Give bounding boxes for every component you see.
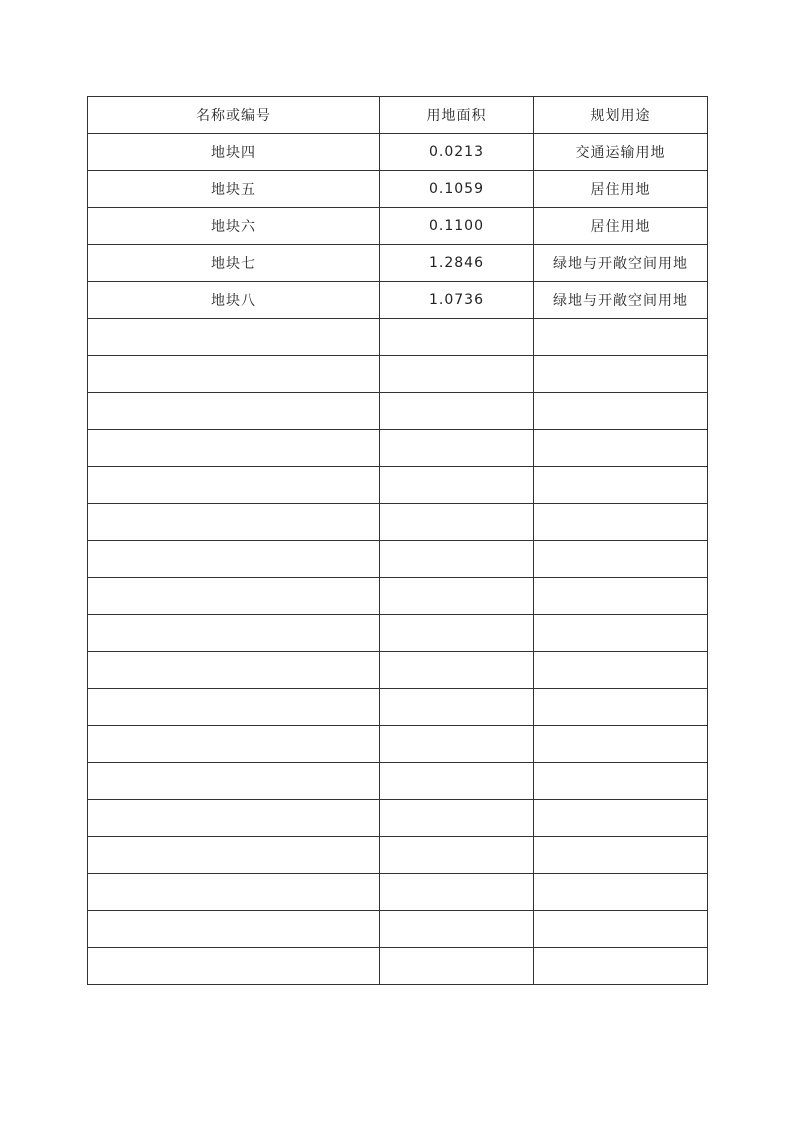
cell-name-or-number xyxy=(88,578,380,615)
table-row xyxy=(88,504,708,541)
table-row xyxy=(88,615,708,652)
cell-land-area: 1.0736 xyxy=(380,282,534,319)
header-land-area: 用地面积 xyxy=(380,97,534,134)
cell-name-or-number xyxy=(88,541,380,578)
cell-planned-use xyxy=(534,430,708,467)
cell-planned-use: 居住用地 xyxy=(534,208,708,245)
cell-planned-use: 绿地与开敞空间用地 xyxy=(534,245,708,282)
cell-name-or-number xyxy=(88,911,380,948)
cell-land-area xyxy=(380,356,534,393)
cell-land-area xyxy=(380,874,534,911)
cell-planned-use: 绿地与开敞空间用地 xyxy=(534,282,708,319)
table-row xyxy=(88,171,708,208)
cell-name-or-number xyxy=(88,430,380,467)
cell-planned-use xyxy=(534,800,708,837)
table-row xyxy=(88,356,708,393)
cell-name-or-number: 地块六 xyxy=(88,208,380,245)
cell-name-or-number xyxy=(88,837,380,874)
table-row xyxy=(88,541,708,578)
cell-land-area xyxy=(380,763,534,800)
table-row xyxy=(88,837,708,874)
cell-land-area xyxy=(380,689,534,726)
cell-name-or-number xyxy=(88,504,380,541)
cell-land-area xyxy=(380,615,534,652)
cell-planned-use xyxy=(534,689,708,726)
table-row xyxy=(88,874,708,911)
cell-name-or-number: 地块八 xyxy=(88,282,380,319)
table-row xyxy=(88,800,708,837)
cell-planned-use xyxy=(534,615,708,652)
cell-name-or-number xyxy=(88,467,380,504)
cell-name-or-number xyxy=(88,652,380,689)
cell-land-area: 1.2846 xyxy=(380,245,534,282)
table-row xyxy=(88,689,708,726)
cell-name-or-number: 地块五 xyxy=(88,171,380,208)
table-row xyxy=(88,134,708,171)
cell-planned-use xyxy=(534,541,708,578)
cell-planned-use xyxy=(534,726,708,763)
cell-planned-use xyxy=(534,356,708,393)
cell-land-area xyxy=(380,652,534,689)
cell-planned-use xyxy=(534,319,708,356)
cell-name-or-number: 地块四 xyxy=(88,134,380,171)
cell-land-area xyxy=(380,578,534,615)
table-header-row xyxy=(88,97,708,134)
cell-land-area xyxy=(380,726,534,763)
table-row xyxy=(88,652,708,689)
table-row xyxy=(88,208,708,245)
cell-planned-use xyxy=(534,874,708,911)
header-name-or-number: 名称或编号 xyxy=(88,97,380,134)
cell-land-area xyxy=(380,393,534,430)
cell-land-area xyxy=(380,948,534,985)
cell-planned-use xyxy=(534,504,708,541)
cell-land-area: 0.1059 xyxy=(380,171,534,208)
cell-land-area xyxy=(380,911,534,948)
table-row xyxy=(88,282,708,319)
cell-planned-use xyxy=(534,837,708,874)
cell-name-or-number xyxy=(88,356,380,393)
cell-land-area xyxy=(380,504,534,541)
table-row xyxy=(88,726,708,763)
cell-name-or-number xyxy=(88,615,380,652)
cell-land-area xyxy=(380,319,534,356)
table-row xyxy=(88,911,708,948)
cell-planned-use xyxy=(534,763,708,800)
cell-planned-use xyxy=(534,911,708,948)
cell-land-area xyxy=(380,800,534,837)
cell-name-or-number xyxy=(88,689,380,726)
cell-planned-use: 交通运输用地 xyxy=(534,134,708,171)
header-planned-use: 规划用途 xyxy=(534,97,708,134)
cell-planned-use xyxy=(534,467,708,504)
cell-name-or-number xyxy=(88,726,380,763)
table-row xyxy=(88,578,708,615)
cell-planned-use xyxy=(534,652,708,689)
cell-land-area xyxy=(380,837,534,874)
cell-name-or-number xyxy=(88,393,380,430)
cell-name-or-number xyxy=(88,948,380,985)
cell-land-area: 0.0213 xyxy=(380,134,534,171)
cell-land-area: 0.1100 xyxy=(380,208,534,245)
table-row xyxy=(88,245,708,282)
table-body xyxy=(88,134,708,985)
cell-land-area xyxy=(380,541,534,578)
cell-name-or-number: 地块七 xyxy=(88,245,380,282)
cell-planned-use xyxy=(534,948,708,985)
land-use-table xyxy=(87,96,708,985)
cell-name-or-number xyxy=(88,319,380,356)
cell-planned-use: 居住用地 xyxy=(534,171,708,208)
cell-planned-use xyxy=(534,578,708,615)
cell-name-or-number xyxy=(88,763,380,800)
table-row xyxy=(88,763,708,800)
cell-name-or-number xyxy=(88,800,380,837)
cell-land-area xyxy=(380,430,534,467)
table-row xyxy=(88,393,708,430)
cell-name-or-number xyxy=(88,874,380,911)
table-row xyxy=(88,319,708,356)
table-row xyxy=(88,948,708,985)
cell-planned-use xyxy=(534,393,708,430)
table-row xyxy=(88,430,708,467)
cell-land-area xyxy=(380,467,534,504)
table-row xyxy=(88,467,708,504)
